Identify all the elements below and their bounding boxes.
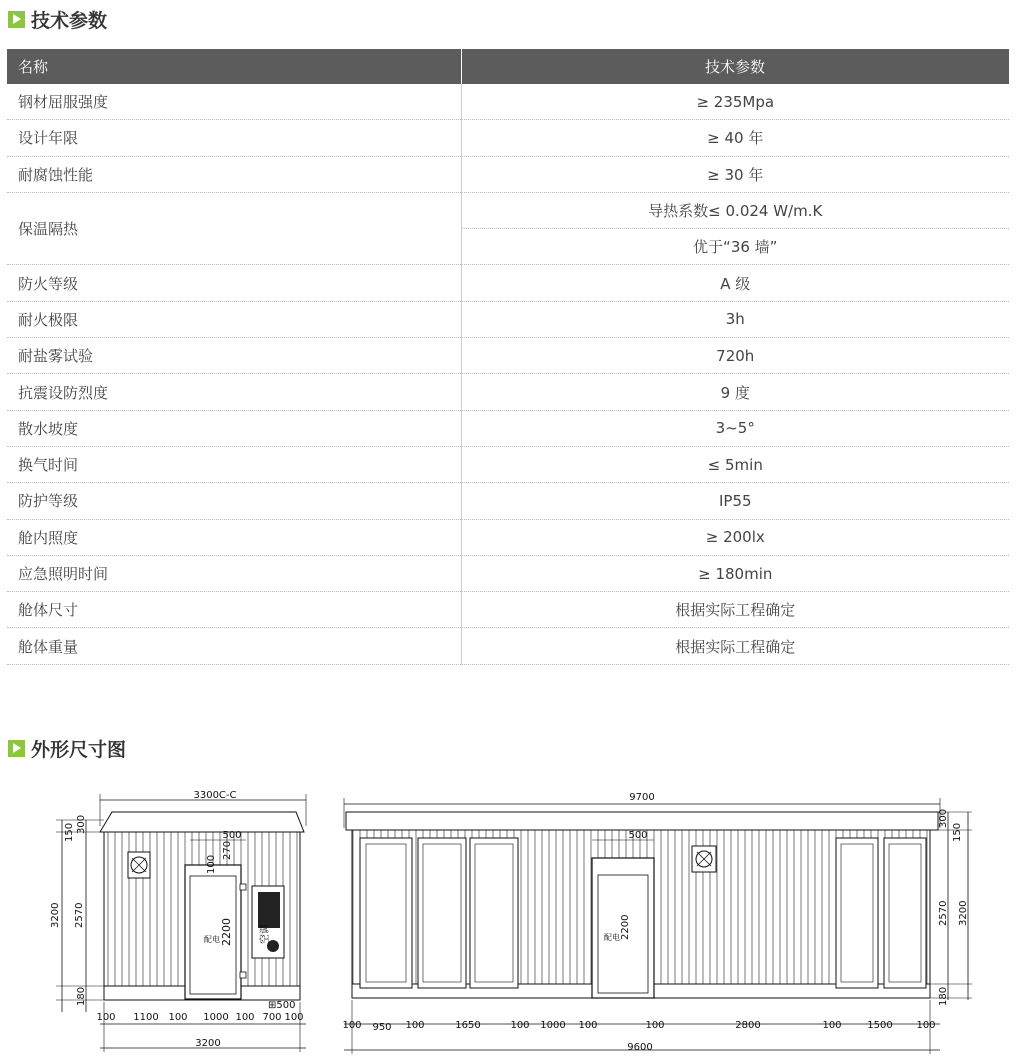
table-row <box>7 301 1009 337</box>
section-title-specs <box>8 6 107 33</box>
front-bottom-total: 9600 <box>627 1042 653 1053</box>
play-arrow-icon <box>8 740 25 757</box>
table-row <box>7 410 1009 446</box>
section-title-dimensions-text: 外形尺寸图 <box>31 739 127 761</box>
front-view <box>342 792 972 1054</box>
side-door-height: 2200 <box>220 918 233 946</box>
table-row <box>7 120 1009 156</box>
row-name: 钢材屈服强度 <box>7 84 461 120</box>
front-door-width: 500 <box>628 830 648 841</box>
table-row <box>7 156 1009 192</box>
section-title-specs-text: 技术参数 <box>31 10 108 32</box>
row-value: ≥ 180min <box>461 555 1009 591</box>
ac-label: 空调 <box>260 924 271 944</box>
front-top-label: 9700 <box>629 792 655 803</box>
front-door-height: 2200 <box>620 914 631 940</box>
side-bottom-dim: 100 <box>168 1012 188 1023</box>
side-door-label: 配电 <box>204 935 220 944</box>
side-dim-2570: 2570 <box>74 902 85 928</box>
side-dim-300: 300 <box>76 814 87 834</box>
spec-table <box>7 49 1010 665</box>
row-name: 应急照明时间 <box>7 555 461 591</box>
side-bottom-dim: 1100 <box>133 1012 159 1023</box>
table-row <box>7 192 1009 228</box>
row-name: 耐火极限 <box>7 301 461 337</box>
row-value: 导热系数≤ 0.024 W/m.K <box>461 192 1009 228</box>
side-bottom-total: 3200 <box>195 1038 221 1049</box>
front-bottom-dim: 950 <box>372 1022 392 1033</box>
side-bottom-dim: 1000 <box>203 1012 229 1023</box>
front-bottom-dim: 1650 <box>455 1020 481 1031</box>
front-bottom-dim: 100 <box>510 1020 530 1031</box>
side-dim-150: 150 <box>64 822 75 842</box>
row-name: 舱内照度 <box>7 519 461 555</box>
side-door-width: 500 <box>222 830 242 841</box>
side-bottom-dim: 100 <box>235 1012 255 1023</box>
table-row <box>7 628 1009 664</box>
side-bottom-dim: 100 <box>96 1012 116 1023</box>
table-row <box>7 519 1009 555</box>
row-name: 抗震设防烈度 <box>7 374 461 410</box>
front-dim-2570: 2570 <box>938 900 949 926</box>
front-bottom-dim: 100 <box>342 1020 362 1031</box>
row-name: 设计年限 <box>7 120 461 156</box>
play-arrow-icon <box>8 11 25 28</box>
row-name: 耐盐雾试验 <box>7 338 461 374</box>
table-row <box>7 374 1009 410</box>
row-name: 防火等级 <box>7 265 461 301</box>
side-dim-3200: 3200 <box>50 902 61 928</box>
front-door-label: 配电 <box>604 933 620 942</box>
table-row <box>7 446 1009 482</box>
front-bottom-dim: 100 <box>645 1020 665 1031</box>
row-value: IP55 <box>461 483 1009 519</box>
front-dim-150: 150 <box>952 822 963 842</box>
front-bottom-dim: 2800 <box>735 1020 761 1031</box>
table-row <box>7 592 1009 628</box>
side-view <box>50 790 306 1052</box>
section-title-dimensions <box>8 735 126 762</box>
front-bottom-dim: 1000 <box>540 1020 566 1031</box>
table-row <box>7 555 1009 591</box>
front-bottom-dim: 100 <box>822 1020 842 1031</box>
row-value: 720h <box>461 338 1009 374</box>
front-dim-3200: 3200 <box>958 900 969 926</box>
front-bottom-dim: 100 <box>405 1020 425 1031</box>
side-door-dim-100: 100 <box>206 854 217 874</box>
table-row <box>7 483 1009 519</box>
side-dim-180: 180 <box>76 986 87 1006</box>
table-header-value: 技术参数 <box>461 49 1009 84</box>
row-value: A 级 <box>461 265 1009 301</box>
row-name: 散水坡度 <box>7 410 461 446</box>
front-bottom-dim: 1500 <box>867 1020 893 1031</box>
side-door-dim-270: 270 <box>222 840 233 860</box>
side-small-label: ⊞500 <box>268 1000 296 1011</box>
row-value: ≥ 235Mpa <box>461 84 1009 120</box>
table-header-name: 名称 <box>7 49 461 84</box>
table-row <box>7 84 1009 120</box>
row-value: ≥ 200lx <box>461 519 1009 555</box>
row-value: 根据实际工程确定 <box>461 592 1009 628</box>
side-top-label: 3300C-C <box>193 790 237 801</box>
table-header-row <box>7 49 1009 84</box>
dimension-drawing <box>0 780 1016 1056</box>
table-row <box>7 338 1009 374</box>
side-bottom-dim: 700 <box>262 1012 282 1023</box>
row-value: 优于“36 墙” <box>461 229 1009 265</box>
row-value: 9 度 <box>461 374 1009 410</box>
row-name: 保温隔热 <box>7 192 461 265</box>
front-dim-300: 300 <box>938 808 949 828</box>
row-value: ≥ 40 年 <box>461 120 1009 156</box>
front-bottom-dim: 100 <box>578 1020 598 1031</box>
row-name: 舱体尺寸 <box>7 592 461 628</box>
row-value: 3~5° <box>461 410 1009 446</box>
row-name: 防护等级 <box>7 483 461 519</box>
front-bottom-dim: 100 <box>916 1020 936 1031</box>
row-name: 换气时间 <box>7 446 461 482</box>
row-name: 舱体重量 <box>7 628 461 664</box>
row-value: 3h <box>461 301 1009 337</box>
row-name: 耐腐蚀性能 <box>7 156 461 192</box>
row-value: 根据实际工程确定 <box>461 628 1009 664</box>
front-dim-180: 180 <box>938 986 949 1006</box>
row-value: ≥ 30 年 <box>461 156 1009 192</box>
side-bottom-dim: 100 <box>284 1012 304 1023</box>
row-value: ≤ 5min <box>461 446 1009 482</box>
table-row <box>7 265 1009 301</box>
